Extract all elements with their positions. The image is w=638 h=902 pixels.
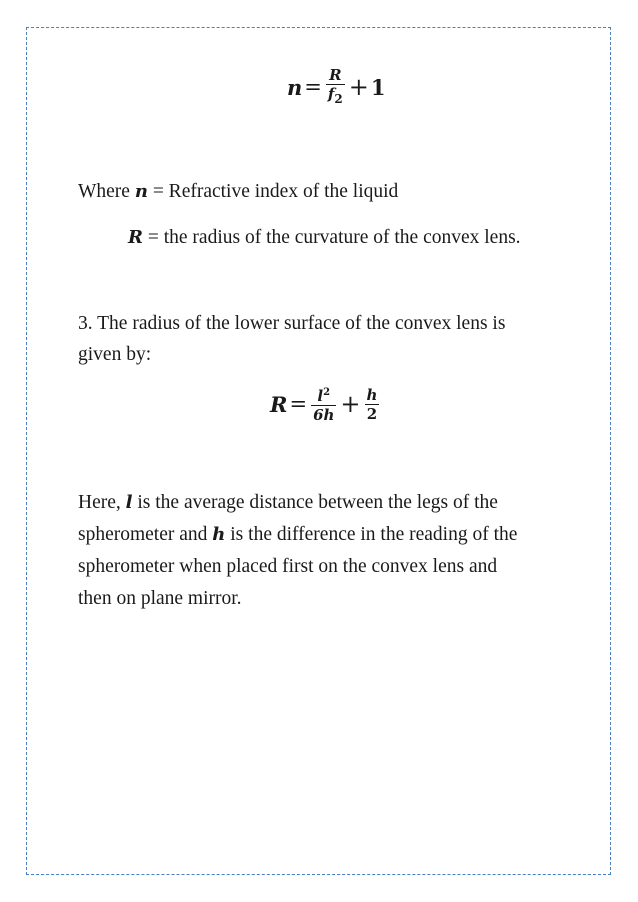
equation-radius bbox=[270, 384, 381, 424]
eq1-lhs: n bbox=[287, 74, 303, 100]
eq2-numerator-1: $l^2$ bbox=[317, 387, 331, 405]
eq2-denominator-1: 6h bbox=[313, 406, 335, 425]
eq2-equals: = bbox=[289, 392, 308, 417]
eq1-plus: + bbox=[348, 73, 369, 102]
eq2-denominator-2: 2 bbox=[366, 404, 378, 423]
eq1-fraction bbox=[326, 66, 345, 108]
eq1-denominator: $f_2$ bbox=[327, 85, 343, 107]
eq2-lhs: R bbox=[270, 391, 288, 417]
page-border bbox=[26, 27, 611, 875]
eq1-equals: = bbox=[304, 75, 322, 100]
eq2-fraction-2 bbox=[365, 386, 380, 423]
eq2-plus: + bbox=[340, 390, 361, 419]
where-line-1: Where n = Refractive index of the liquid bbox=[78, 181, 399, 202]
eq2-numerator-2: h bbox=[366, 385, 378, 404]
eq1-constant: 1 bbox=[370, 74, 386, 100]
paragraph-3-line-2: given by: bbox=[78, 344, 152, 365]
symbol-n: n bbox=[134, 181, 148, 202]
where-line-2: R = the radius of the curvature of the convex lens. bbox=[128, 227, 521, 248]
here-line-2: spherometer and h is the difference in the reading of the bbox=[78, 524, 518, 545]
symbol-r: R bbox=[128, 227, 143, 248]
here-line-3: spherometer when placed first on the convex lens and bbox=[78, 556, 498, 577]
here-line-4: then on plane mirror. bbox=[78, 588, 242, 609]
equation-refractive-index bbox=[287, 66, 385, 108]
symbol-l: l bbox=[125, 492, 133, 513]
symbol-h: h bbox=[212, 524, 226, 545]
eq2-fraction-1 bbox=[311, 384, 336, 424]
eq1-numerator: R bbox=[329, 66, 342, 84]
paragraph-3-line-1: 3. The radius of the lower surface of the convex lens is bbox=[78, 313, 506, 334]
here-line-1: Here, l is the average distance between the legs of the bbox=[78, 492, 498, 513]
